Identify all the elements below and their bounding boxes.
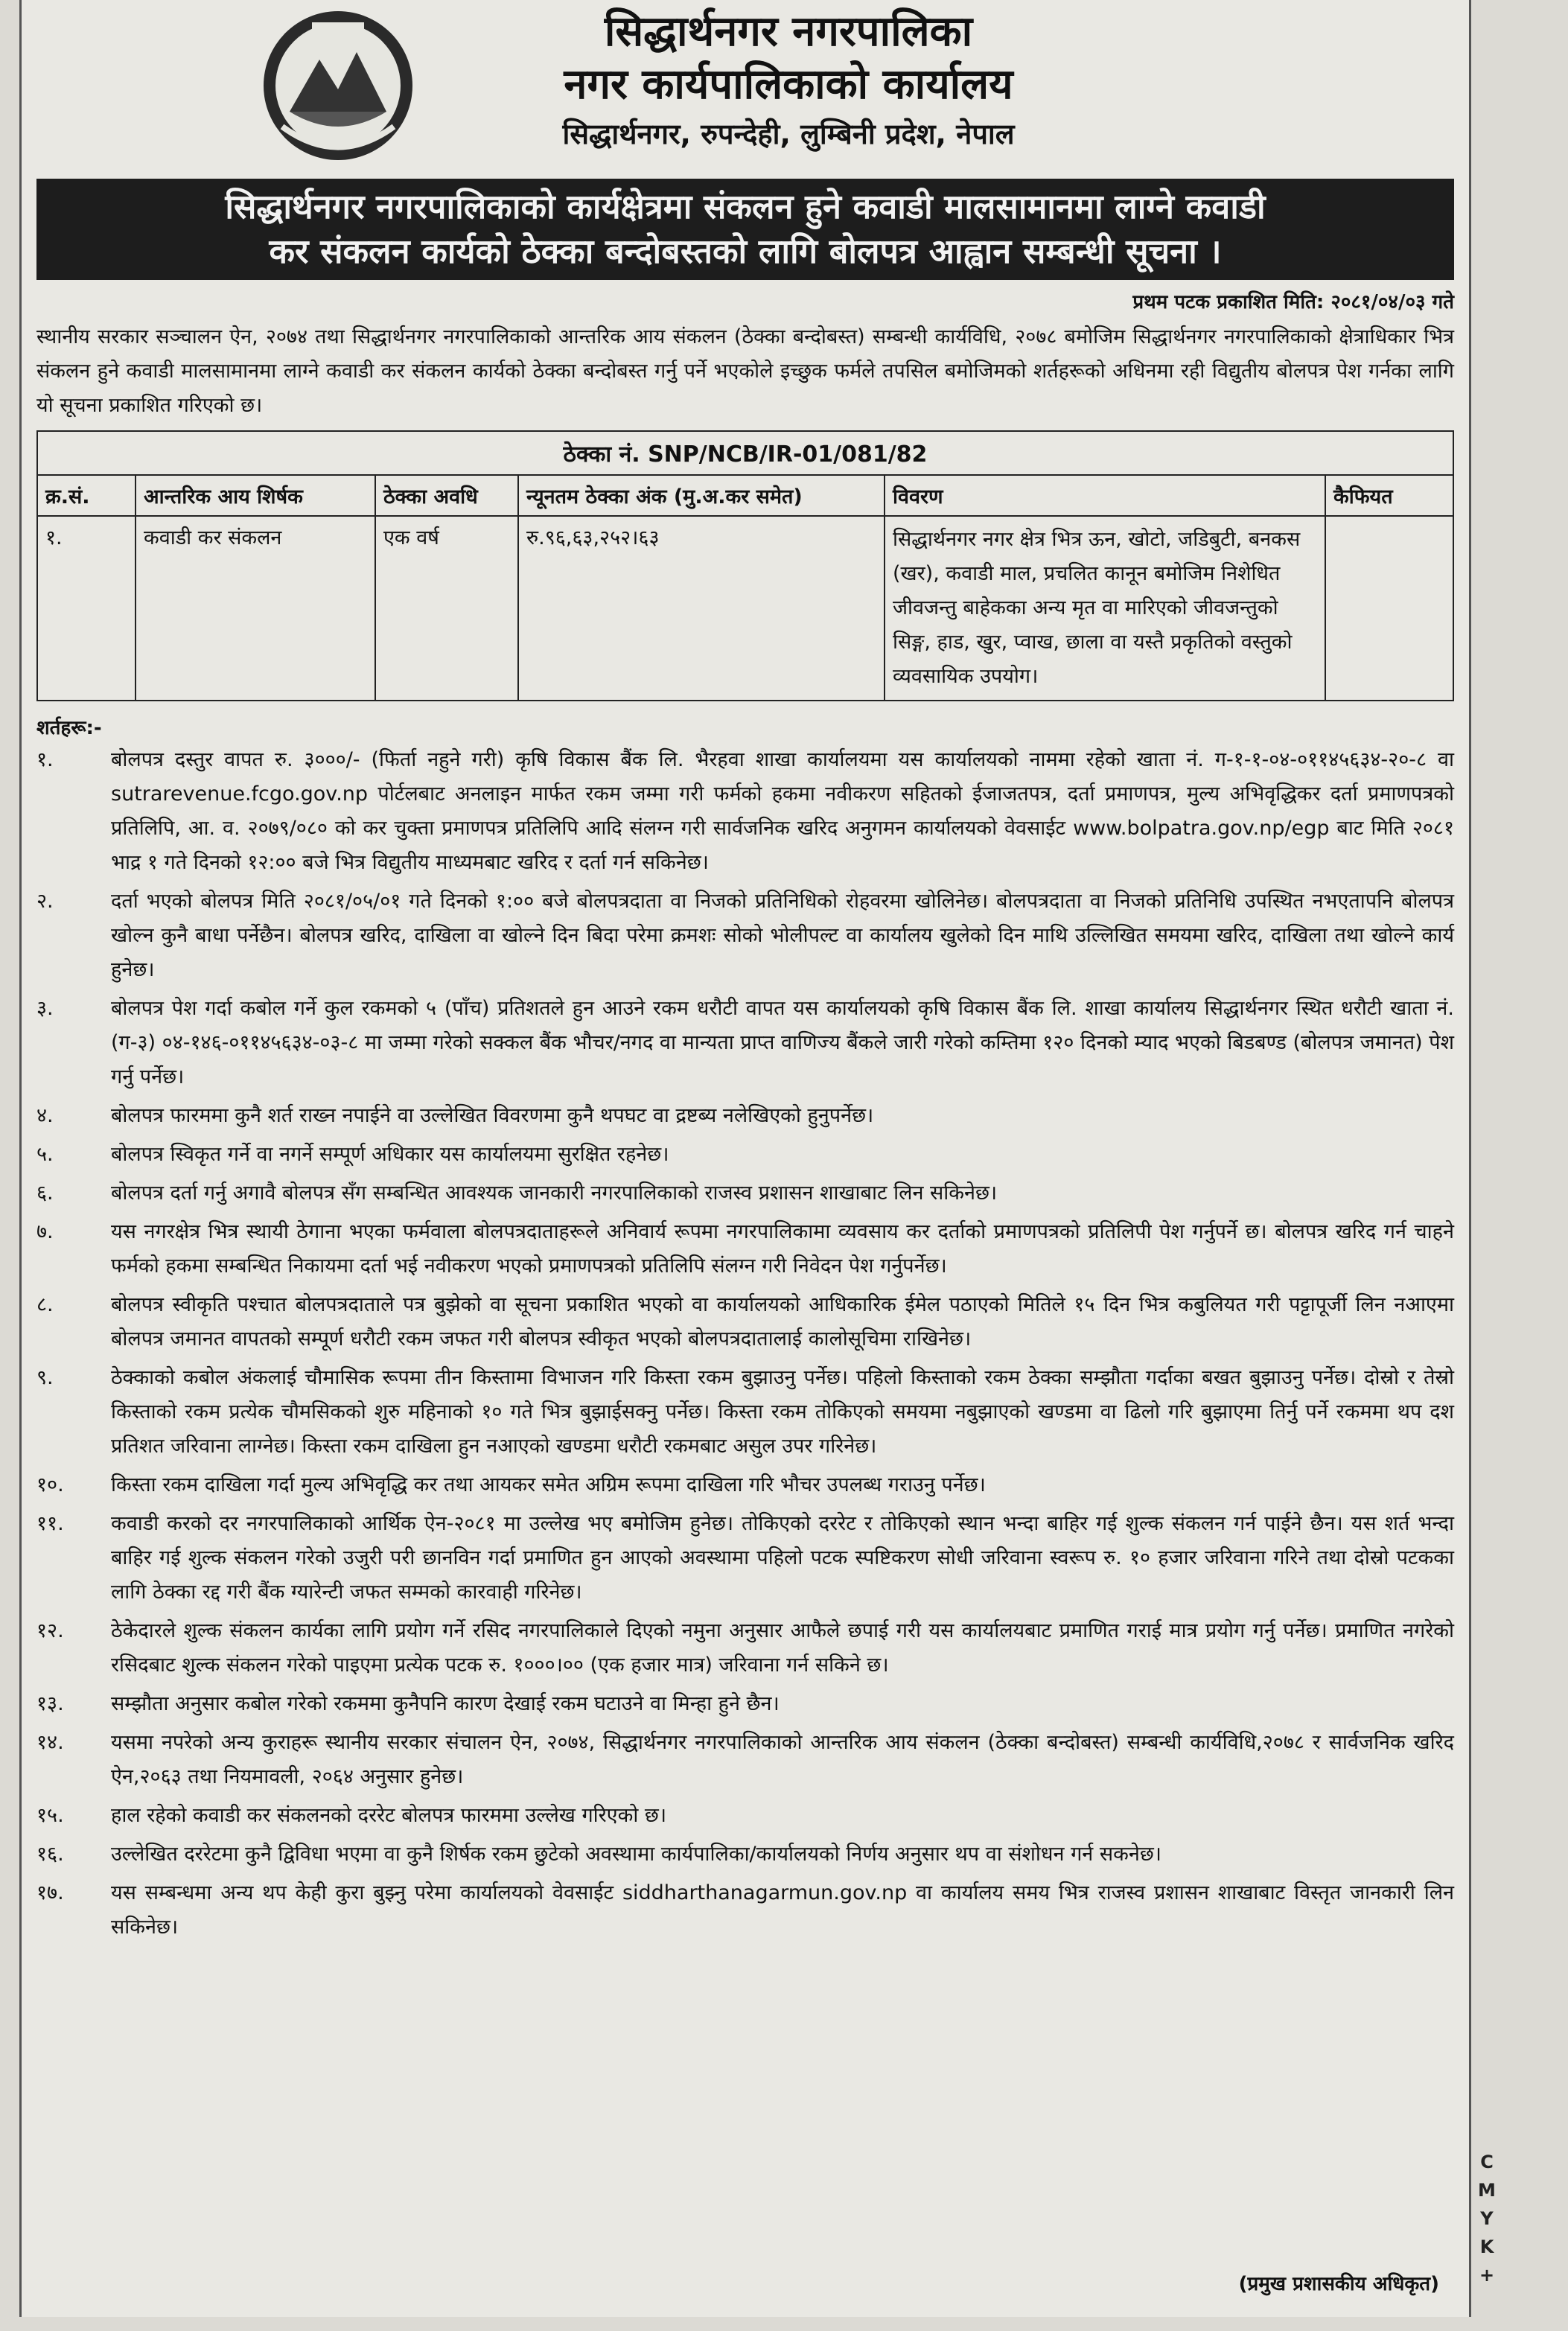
- list-item: [36, 1215, 1454, 1284]
- table-row: [37, 516, 1453, 701]
- term-text: यसमा नपरेको अन्य कुराहरू स्थानीय सरकार संचालन ऐन, २०७४, सिद्धार्थनगर नगरपालिकाको आन्तरिक आय संकलन (ठेक्का बन्दोबस्त) सम्बन्धी कार्यविधि,२०७८ र सार्वजनिक खरिद ऐन,२०६३ तथा नियमावली, २०६४ अनुसार हुनेछ।: [111, 1731, 1454, 1788]
- col-header-period: ठेक्का अवधि: [375, 475, 518, 516]
- notice-title-line-2: कर संकलन कार्यको ठेक्का बन्दोबस्तको लागि बोलपत्र आह्वान सम्बन्धी सूचना ।: [269, 232, 1222, 271]
- color-mark-letter: Y: [1480, 2208, 1494, 2229]
- list-item: [36, 1687, 1454, 1721]
- government-emblem-icon: [260, 7, 416, 164]
- list-item: [36, 1726, 1454, 1794]
- cell-period: एक वर्ष: [375, 516, 518, 701]
- term-number: २.: [36, 890, 54, 913]
- col-header-description: विवरण: [885, 475, 1325, 516]
- col-header-remarks: कैफियत: [1325, 475, 1453, 516]
- cell-revenue-title: कवाडी कर संकलन: [136, 516, 375, 701]
- color-mark-letter: C: [1480, 2152, 1494, 2172]
- color-mark-letter: K: [1479, 2236, 1494, 2257]
- list-item: [36, 1837, 1454, 1872]
- term-text: किस्ता रकम दाखिला गर्दा मुल्य अभिवृद्धि कर तथा आयकर समेत अग्रिम रूपमा दाखिला गरि भौचर उपलब्ध गराउनु पर्नेछ।: [111, 1473, 986, 1496]
- term-number: ७.: [36, 1220, 54, 1243]
- list-item: [36, 884, 1454, 987]
- term-text: यस सम्बन्धमा अन्य थप केही कुरा बुझ्नु परेमा कार्यालयको वेवसाईट siddharthanagarmun.gov.np वा कार्यालय समय भित्र राजस्व प्रशासन शाखाबाट विस्तृत जानकारी लिन सकिनेछ।: [111, 1881, 1454, 1939]
- municipality-name: सिद्धार्थनगर नगरपालिका: [604, 7, 973, 56]
- term-text: दर्ता भएको बोलपत्र मिति २०८१/०५/०१ गते दिनको १:०० बजे बोलपत्रदाता वा निजको प्रतिनिधिको रोहवरमा खोलिनेछ। बोलपत्रदाता वा निजको प्रतिनिधि उपस्थित नभएतापनि बोलपत्र खोल्न कुनै बाधा पर्नेछैन। बोलपत्र खरिद, दाखिला वा खोल्ने दिन बिदा परेमा क्रमशः सोको भोलीपल्ट वा कार्यालय खुलेको दिन माथि उल्लिखित समयमा खरिद, दाखिला तथा खोल्ने कार्य हुनेछ।: [111, 890, 1454, 981]
- term-number: १६.: [36, 1843, 64, 1866]
- term-number: १.: [36, 748, 54, 771]
- term-text: बोलपत्र स्वीकृति पश्चात बोलपत्रदाताले पत्र बुझेको वा सूचना प्रकाशित भएको वा कार्यालयको आधिकारिक ईमेल पठाएको मितिले १५ दिन भित्र कबुलियत गरी पट्टापूर्जी लिन नआएमा बोलपत्र जमानत वापतको सम्पूर्ण धरौटी रकम जफत गरी बोलपत्र स्वीकृत भएको बोलपत्रदातालाई कालोसूचिमा राखिनेछ।: [111, 1293, 1454, 1351]
- term-number: १५.: [36, 1804, 64, 1827]
- term-text: ठेकेदारले शुल्क संकलन कार्यका लागि प्रयोग गर्ने रसिद नगरपालिकाले दिएको नमुना अनुसार आफैले छपाई गरी यस कार्यालयबाट प्रमाणित गराई मात्र प्रयोग गर्नु पर्नेछ। प्रमाणित नगरेको रसिदबाट शुल्क संकलन गरेको पाइएमा प्रत्येक पटक रु. १०००।०० (एक हजार मात्र) जरिवाना गर्न सकिने छ।: [111, 1619, 1454, 1677]
- tender-number: ठेक्का नं. SNP/NCB/IR-01/081/82: [37, 431, 1453, 475]
- term-number: ८.: [36, 1293, 54, 1316]
- office-address: सिद्धार्थनगर, रुपन्देही, लुम्बिनी प्रदेश, नेपाल: [562, 118, 1015, 150]
- list-item: [36, 1176, 1454, 1211]
- signatory-title: (प्रमुख प्रशासकीय अधिकृत): [1238, 2273, 1439, 2295]
- term-text: हाल रहेको कवाडी कर संकलनको दररेट बोलपत्र फारममा उल्लेख गरिएको छ।: [111, 1804, 667, 1827]
- list-item: [36, 1507, 1454, 1610]
- term-number: १२.: [36, 1619, 64, 1642]
- tender-table: [36, 430, 1454, 701]
- cell-min-amount: रु.९६,६३,२५२।६३: [518, 516, 885, 701]
- term-text: बोलपत्र पेश गर्दा कबोल गर्ने कुल रकमको ५ (पाँच) प्रतिशतले हुन आउने रकम धरौटी वापत यस कार्यालयको कृषि विकास बैंक लि. शाखा कार्यालय सिद्धार्थनगर स्थित धरौटी खाता नं. (ग-३) ०४-१४६-०११४५६३४-०३-८ मा जम्मा गरेको सक्कल बैंक भौचर/नगद वा मान्यता प्राप्त वाणिज्य बैंकले जारी गरेको कम्तिमा १२० दिनको म्याद भएको बिडबण्ड (बोलपत्र जमानत) पेश गर्नु पर्नेछ।: [111, 997, 1454, 1088]
- term-text: सम्झौता अनुसार कबोल गरेको रकममा कुनैपनि कारण देखाई रकम घटाउने वा मिन्हा हुने छैन।: [111, 1692, 780, 1715]
- term-text: उल्लेखित दररेटमा कुनै द्विविधा भएमा वा कुनै शिर्षक रकम छुटेको अवस्थामा कार्यपालिका/कार्यालयको निर्णय अनुसार थप वा संशोधन गर्न सकनेछ।: [111, 1843, 1161, 1866]
- term-text: बोलपत्र फारममा कुनै शर्त राख्न नपाईने वा उल्लेखित विवरणमा कुनै थपघट वा द्रष्टब्य नलेखिएको हुनुपर्नेछ।: [111, 1104, 874, 1127]
- cell-description: सिद्धार्थनगर नगर क्षेत्र भित्र ऊन, खोटो, जडिबुटी, बनकस (खर), कवाडी माल, प्रचलित कानून बमोजिम निशेधित जीवजन्तु बाहेकका अन्य मृत वा मारिएको जीवजन्तुको सिङ्ग, हाड, खुर, प्वाख, छाला वा यस्तै प्रकृतिको वस्तुको व्यवसायिक उपयोग।: [885, 516, 1325, 701]
- notice-header: [36, 0, 1454, 179]
- terms-heading: शर्तहरू:-: [36, 717, 102, 739]
- cell-remarks: [1325, 516, 1453, 701]
- notice-title-line-1: सिद्धार्थनगर नगरपालिकाको कार्यक्षेत्रमा संकलन हुने कवाडी मालसामानमा लाग्ने कवाडी: [225, 187, 1266, 226]
- color-mark-letter: M: [1478, 2180, 1496, 2201]
- col-header-sn: क्र.सं.: [37, 475, 136, 516]
- list-item: [36, 992, 1454, 1094]
- term-number: १०.: [36, 1473, 64, 1496]
- term-text: बोलपत्र दस्तुर वापत रु. ३०००/- (फिर्ता नहुने गरी) कृषि विकास बैंक लि. भैरहवा शाखा कार्यालयमा यस कार्यालयको नाममा रहेको खाता नं. ग-१-१-०४-०११४५६३४-२०-८ वा sutrarevenue.fcgo.gov.np पोर्टलबाट अनलाइन मार्फत रकम जम्मा गरी फर्मको हकमा नवीकरण सहितको ईजाजतपत्र, दर्ता प्रमाणपत्र, मुल्य अभिवृद्धिकर दर्ता प्रमाणपत्रको प्रतिलिपि, आ. व. २०७९/०८० को कर चुक्ता प्रमाणपत्र प्रतिलिपि आदि संलग्न गरी सार्वजनिक खरिद अनुगमन कार्यालयको वेवसाईट www.bolpatra.gov.np/egp बाट मिति २०८१ भाद्र १ गते दिनको १२:०० बजे भित्र विद्युतीय माध्यमबाट खरिद र दर्ता गर्न सकिनेछ।: [111, 748, 1454, 874]
- term-text: यस नगरक्षेत्र भित्र स्थायी ठेगाना भएका फर्मवाला बोलपत्रदाताहरूले अनिवार्य रूपमा नगरपालिकामा व्यवसाय कर दर्ताको प्रमाणपत्रको प्रतिलिपी पेश गर्नुपर्ने छ। बोलपत्र खरिद गर्न चाहने फर्मको हकमा सम्बन्धित निकायमा दर्ता भई नवीकरण भएको प्रमाणपत्रको प्रतिलिपि संलग्न गरी निवेदन पेश गर्नुपर्नेछ।: [111, 1220, 1454, 1278]
- list-item: [36, 1614, 1454, 1683]
- intro-paragraph: स्थानीय सरकार सञ्चालन ऐन, २०७४ तथा सिद्धार्थनगर नगरपालिकाको आन्तरिक आय संकलन (ठेक्का बन्दोबस्त) सम्बन्धी कार्यविधि, २०७८ बमोजिम सिद्धार्थनगर नगरपालिकाको क्षेत्राधिकार भित्र संकलन हुने कवाडी मालसामानमा लाग्ने कवाडी कर संकलन कार्यको ठेक्का बन्दोबस्त गर्नु पर्ने भएकोले इच्छुक फर्मले तपसिल बमोजिमको शर्तहरूको अधिनमा रही विद्युतीय बोलपत्र पेश गर्नका लागि यो सूचना प्रकाशित गरिएको छ।: [36, 325, 1455, 417]
- list-item: [36, 1799, 1454, 1833]
- col-header-min-amount: न्यूनतम ठेक्का अंक (मु.अ.कर समेत): [518, 475, 885, 516]
- color-mark-letter: +: [1479, 2265, 1495, 2286]
- term-number: ४.: [36, 1104, 54, 1127]
- list-item: [36, 1099, 1454, 1133]
- term-text: कवाडी करको दर नगरपालिकाको आर्थिक ऐन-२०८१ मा उल्लेख भए बमोजिम हुनेछ। तोकिएको दररेट र तोकिएको स्थान भन्दा बाहिर गई शुल्क संकलन गर्न पाईने छैन। यस शर्त भन्दा बाहिर गई शुल्क संकलन गरेको उजुरी परी छानविन गर्दा प्रमाणित हुन आएको अवस्थामा पहिलो पटक स्पष्टिकरण सोधी जरिवाना स्वरूप रु. १० हजार जरिवाना गरिने तथा दोस्रो पटकका लागि ठेक्का रद्द गरी बैंक ग्यारेन्टी जफत सम्मको कारवाही गरिनेछ।: [111, 1512, 1454, 1604]
- list-item: [36, 1138, 1454, 1172]
- term-text: ठेक्काको कबोल अंकलाई चौमासिक रूपमा तीन किस्तामा विभाजन गरि किस्ता रकम बुझाउनु पर्नेछ। पहिलो किस्ताको रकम ठेक्का सम्झौता गर्दाका बखत बुझाउनु पर्नेछ। दोस्रो र तेस्रो किस्ताको रकम प्रत्येक चौमसिकको शुरु महिनाको १० गते भित्र बुझाईसक्नु पर्नेछ। किस्ता रकम तोकिएको समयमा नबुझाएको खण्डमा वा ढिलो गरि बुझाएमा तिर्नु पर्ने रकममा थप दश प्रतिशत जरिवाना लाग्नेछ। किस्ता रकम दाखिला हुन नआएको खण्डमा धरौटी रकमबाट असुल उपर गरिनेछ।: [111, 1366, 1454, 1458]
- term-number: १७.: [36, 1881, 64, 1904]
- office-title-block: [453, 6, 1124, 156]
- print-color-marks: [1476, 2148, 1498, 2289]
- term-text: बोलपत्र स्विकृत गर्ने वा नगर्ने सम्पूर्ण अधिकार यस कार्यालयमा सुरक्षित रहनेछ।: [111, 1143, 669, 1166]
- term-number: ९.: [36, 1366, 54, 1389]
- term-number: ६.: [36, 1182, 54, 1205]
- term-number: ३.: [36, 997, 54, 1020]
- terms-list: [36, 743, 1454, 1945]
- list-item: [36, 1876, 1454, 1945]
- list-item: [36, 743, 1454, 880]
- cell-sn: १.: [37, 516, 136, 701]
- public-notice: [19, 0, 1471, 2317]
- col-header-revenue-title: आन्तरिक आय शिर्षक: [136, 475, 375, 516]
- list-item: [36, 1288, 1454, 1356]
- term-text: बोलपत्र दर्ता गर्नु अगावै बोलपत्र सँग सम्बन्धित आवश्यक जानकारी नगरपालिकाको राजस्व प्रशासन शाखाबाट लिन सकिनेछ।: [111, 1182, 998, 1205]
- term-number: १३.: [36, 1692, 64, 1715]
- term-number: ११.: [36, 1512, 64, 1535]
- term-number: १४.: [36, 1731, 64, 1754]
- office-name: नगर कार्यपालिकाको कार्यालय: [564, 60, 1013, 109]
- publish-date: प्रथम पटक प्रकाशित मिति: २०८१/०४/०३ गते: [1132, 291, 1454, 313]
- notice-title-banner: [36, 179, 1454, 280]
- term-number: ५.: [36, 1143, 54, 1166]
- list-item: [36, 1468, 1454, 1502]
- list-item: [36, 1361, 1454, 1464]
